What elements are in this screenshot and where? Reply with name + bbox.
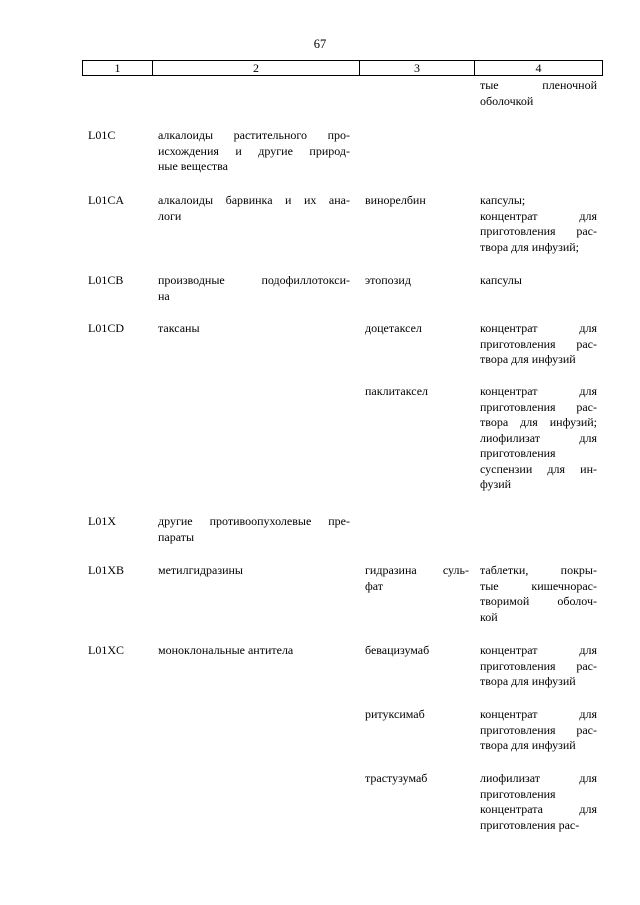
- drug-name: [365, 321, 469, 337]
- dosage-form: [480, 384, 597, 493]
- dosage-form-line: концентрат для: [480, 643, 597, 657]
- dosage-form: [480, 78, 597, 109]
- drug-name-line: этопозид: [365, 273, 411, 287]
- dosage-form: [480, 643, 597, 690]
- dosage-form-line: приготовления рас-: [480, 817, 580, 832]
- dosage-form-line: твора для инфузий: [480, 674, 576, 688]
- dosage-form-line: приготовления: [480, 786, 556, 801]
- dosage-form-line: лиофилизат для: [480, 430, 597, 445]
- dosage-form: [480, 193, 597, 255]
- dosage-form: [480, 321, 597, 368]
- dosage-form-line: концентрат для: [480, 208, 597, 223]
- dosage-form-line: фузий: [480, 477, 512, 491]
- header-col-3: 3: [360, 61, 475, 76]
- anatomical-group-line: на: [158, 288, 170, 303]
- dosage-form-line: таблетки, покры-: [480, 563, 597, 577]
- drug-name: [365, 707, 469, 723]
- anatomical-group-line: исхождения и другие природ-: [158, 143, 350, 158]
- atc-code: L01XB: [88, 563, 124, 577]
- anatomical-group: [158, 273, 350, 304]
- table-header: [82, 60, 603, 76]
- atc-code: L01C: [88, 128, 116, 142]
- dosage-form: [480, 771, 597, 833]
- anatomical-group-line: метилгидразины: [158, 563, 243, 577]
- drug-name-line: бевацизумаб: [365, 643, 430, 657]
- dosage-form-line: приготовления рас-: [480, 722, 597, 737]
- dosage-form-line: приготовления рас-: [480, 224, 597, 238]
- atc-code: L01X: [88, 514, 116, 528]
- anatomical-group: [158, 128, 350, 175]
- dosage-form-line: тые пленочной: [480, 78, 597, 92]
- anatomical-group-line: моноклональные антитела: [158, 643, 294, 657]
- anatomical-group: [158, 514, 350, 545]
- drug-name-line: трастузумаб: [365, 771, 428, 785]
- anatomical-group-line: логи: [158, 208, 182, 223]
- dosage-form-line: концентрат для: [480, 321, 597, 335]
- dosage-form-line: твора для инфузий;: [480, 415, 597, 429]
- header-col-1: 1: [83, 61, 153, 76]
- anatomical-group: [158, 321, 350, 337]
- dosage-form: [480, 563, 597, 625]
- drug-name-line: винорелбин: [365, 193, 426, 207]
- drug-name: [365, 563, 469, 594]
- anatomical-group: [158, 193, 350, 224]
- drug-name: [365, 643, 469, 659]
- anatomical-group-line: производные подофиллотокси-: [158, 273, 350, 287]
- anatomical-group-line: параты: [158, 529, 195, 544]
- drug-name: [365, 273, 469, 289]
- drug-name-line: фат: [365, 578, 384, 593]
- dosage-form-line: концентрат для: [480, 384, 597, 398]
- atc-code: L01CB: [88, 273, 124, 287]
- dosage-form-line: твора для инфузий;: [480, 239, 580, 254]
- dosage-form-line: тые кишечнорас-: [480, 578, 597, 593]
- drug-name: [365, 771, 469, 787]
- header-col-2: 2: [153, 61, 360, 76]
- dosage-form-line: твора для инфузий: [480, 352, 576, 366]
- dosage-form-line: капсулы;: [480, 193, 526, 207]
- dosage-form-line: оболочкой: [480, 93, 534, 108]
- anatomical-group-line: другие противоопухолевые пре-: [158, 514, 350, 528]
- anatomical-group-line: ные вещества: [158, 159, 229, 173]
- dosage-form-line: твора для инфузий: [480, 738, 576, 752]
- drug-name-line: паклитаксел: [365, 384, 429, 398]
- dosage-form-line: кой: [480, 609, 498, 624]
- dosage-form-line: приготовления рас-: [480, 336, 597, 351]
- header-col-4: 4: [475, 61, 603, 76]
- dosage-form-line: творимой оболоч-: [480, 594, 597, 608]
- anatomical-group: [158, 643, 350, 659]
- dosage-form-line: суспензии для ин-: [480, 461, 597, 476]
- anatomical-group-line: таксаны: [158, 321, 200, 335]
- drug-name-line: доцетаксел: [365, 321, 422, 335]
- dosage-form-line: капсулы: [480, 273, 522, 287]
- anatomical-group-line: алкалоиды барвинка и их ана-: [158, 193, 350, 207]
- anatomical-group-line: алкалоиды растительного про-: [158, 128, 350, 142]
- dosage-form-line: приготовления рас-: [480, 399, 597, 414]
- atc-code: L01CD: [88, 321, 124, 335]
- drug-name: [365, 384, 469, 400]
- dosage-form-line: концентрата для: [480, 802, 597, 816]
- dosage-form-line: концентрат для: [480, 707, 597, 721]
- dosage-form: [480, 273, 597, 289]
- atc-code: L01CA: [88, 193, 124, 207]
- dosage-form: [480, 707, 597, 754]
- drug-name: [365, 193, 469, 209]
- anatomical-group: [158, 563, 350, 579]
- drug-name-line: гидразина суль-: [365, 563, 469, 577]
- dosage-form-line: приготовления рас-: [480, 658, 597, 673]
- atc-code: L01XC: [88, 643, 124, 657]
- drug-name-line: ритуксимаб: [365, 707, 425, 721]
- dosage-form-line: приготовления: [480, 446, 556, 460]
- page-number: 67: [313, 37, 327, 51]
- dosage-form-line: лиофилизат для: [480, 771, 597, 785]
